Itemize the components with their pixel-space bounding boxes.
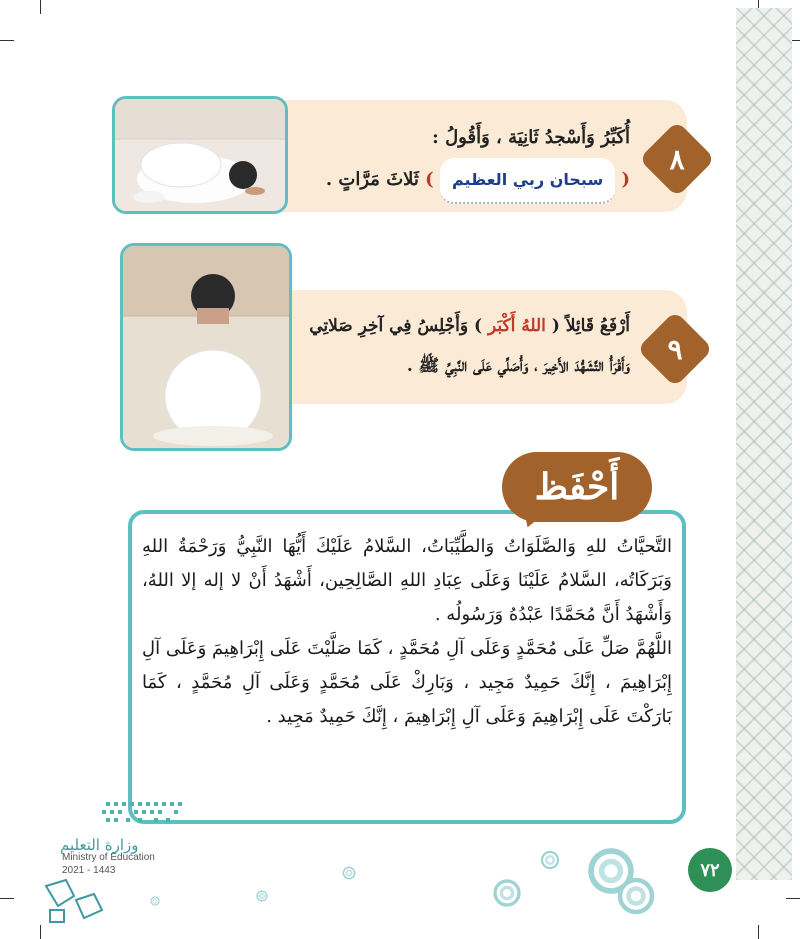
decorative-rosette xyxy=(540,850,560,870)
step-9-line-1 xyxy=(300,306,630,346)
paren-close: ) xyxy=(425,169,434,190)
crop-mark xyxy=(758,925,759,939)
step-9-line-1-end: ) وَأَجْلِسُ فِي آخِرِ صَلاتِي xyxy=(309,316,483,336)
crop-mark xyxy=(40,925,41,939)
crop-mark xyxy=(0,40,14,41)
paren-open: ( xyxy=(621,169,630,190)
step-8-repeat-count: ثَلاثَ مَرَّاتٍ . xyxy=(325,169,419,190)
memorize-heading: أَحْفَظ xyxy=(502,452,652,522)
decorative-rosette xyxy=(616,876,656,916)
takbir-phrase: اللهُ أَكْبَر xyxy=(488,316,546,336)
sitting-illustration xyxy=(123,246,292,451)
ministry-name-english: Ministry of Education xyxy=(62,852,155,863)
ministry-logo-icon xyxy=(36,798,196,838)
step-9-text xyxy=(300,306,630,386)
step-9-line-1-start: أَرْفَعُ قَائِلاً ( xyxy=(551,316,630,336)
step-9-line-2: وَأَقْرَأُ التَّشَهُّدَ الأَخِيرَ ، وَأُصَلِّي عَلَى النَّبِيِّ ﷺ . xyxy=(406,356,630,376)
decorative-rosette xyxy=(256,890,268,902)
salawat-paragraph: اللَّهُمَّ صَلِّ عَلَى مُحَمَّدٍ وَعَلَى آلِ مُحَمَّدٍ ، كَمَا صَلَّيْتَ عَلَى إِبْرَاهِيمَ وَعَلَى آلِ إِبْرَاهِيمَ ، إِنَّكَ حَمِيدٌ مَجِيد ، وَبَارِكْ عَلَى مُحَمَّدٍ وَعَلَى آلِ مُحَمَّدٍ ، كَمَا بَارَكْتَ عَلَى إِبْرَاهِيمَ وَعَلَى آلِ إِبْرَاهِيمَ ، إِنَّكَ حَمِيدٌ مَجِيد . xyxy=(142,638,672,727)
step-9-number: ٩ xyxy=(667,332,683,366)
decorative-rosette xyxy=(342,866,356,880)
crop-mark xyxy=(40,0,41,14)
tasbih-phrase: سبحان ربي العظيم xyxy=(440,158,615,204)
decorative-rosette xyxy=(492,878,522,908)
decorative-rosette xyxy=(150,896,160,906)
step-8-number: ٨ xyxy=(669,142,685,176)
step-8-photo-prostration xyxy=(112,96,288,214)
step-8-text xyxy=(300,118,630,204)
tashahhud-text xyxy=(142,530,672,734)
crop-mark xyxy=(0,898,14,899)
step-8-line-2 xyxy=(300,158,630,204)
ministry-emblem-icon xyxy=(36,876,126,926)
decorative-pattern-strip xyxy=(736,8,792,880)
crop-mark xyxy=(786,898,800,899)
ministry-name-arabic: وزارة التعليم xyxy=(60,836,139,854)
tashahhud-paragraph: التَّحيَّاتُ للهِ وَالصَّلَوَاتُ وَالطَّيِّبَاتُ، السَّلامُ عَلَيْكَ أَيُّهَا النَّبِيُّ وَرَحْمَةُ اللهِ وَبَرَكَاتُه، السَّلامُ عَلَيْنَا وَعَلَى عِبَادِ اللهِ الصَّالِحِين، أَشْهَدُ أَنْ لا إله إلا اللهُ، وَأَشْهَدُ أَنَّ مُحَمَّدًا عَبْدُهُ وَرَسُولُه . xyxy=(142,536,672,625)
edition-year: 2021 - 1443 xyxy=(62,865,116,876)
step-9-photo-sitting xyxy=(120,243,292,451)
page-number: ٧٢ xyxy=(688,848,732,892)
prostration-illustration xyxy=(115,99,288,214)
step-8-line-1: أُكَبِّرُ وَأَسْجدُ ثَانِيَة ، وَأَقُولُ : xyxy=(432,127,630,148)
